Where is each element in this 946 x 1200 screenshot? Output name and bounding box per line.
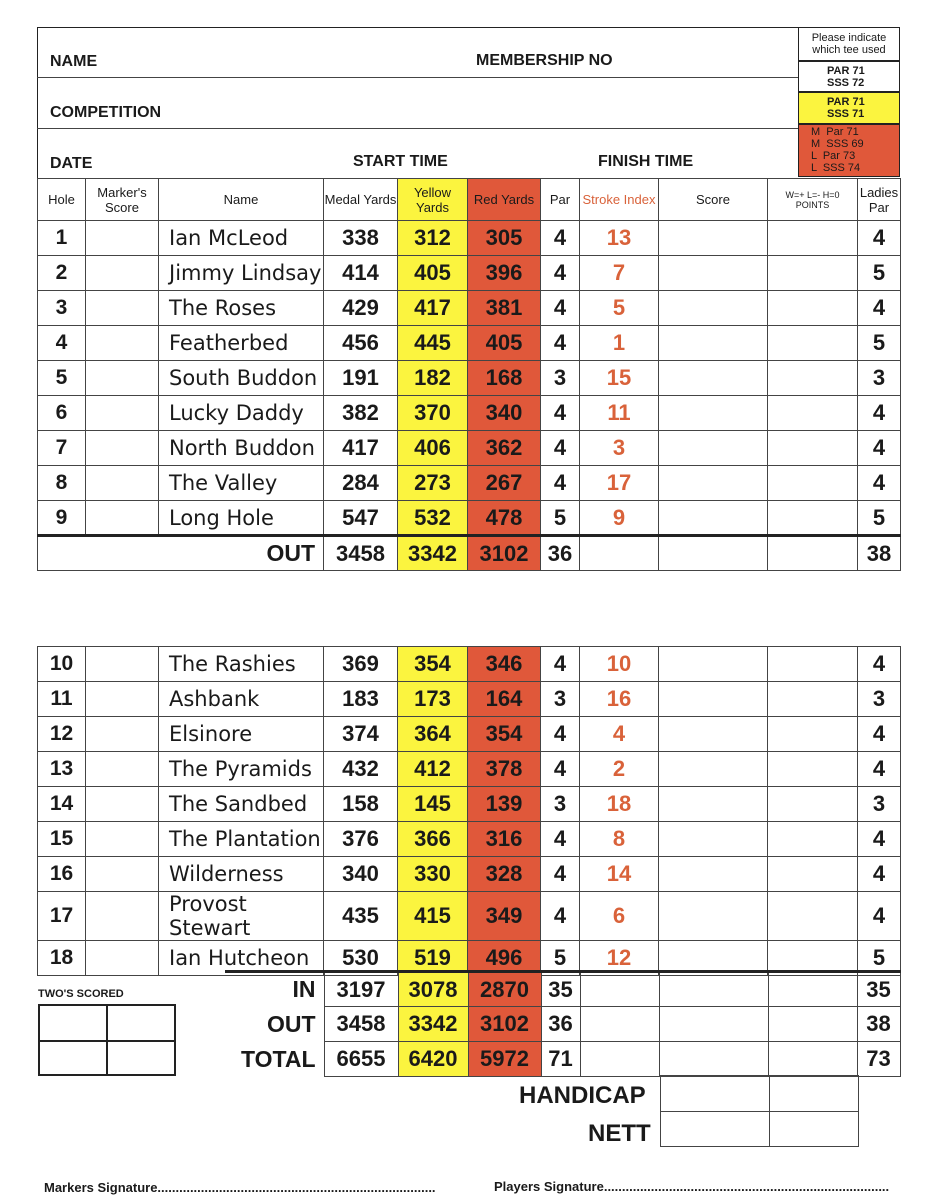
yellow-yards: 405: [398, 256, 468, 291]
out-total-row: [38, 536, 901, 571]
grid-divider: [40, 1040, 174, 1042]
medal-yards: 456: [324, 326, 398, 361]
hole-row: [38, 326, 901, 361]
marker-score-cell[interactable]: [86, 892, 159, 941]
ladies-par: 3: [858, 361, 901, 396]
par-value: 4: [541, 647, 580, 682]
medal-yards: 414: [324, 256, 398, 291]
start-time-label: START TIME: [353, 153, 448, 170]
stroke-index: 7: [580, 256, 659, 291]
stroke-index: 13: [580, 221, 659, 256]
players-signature-line[interactable]: Players Signature...............................................................................: [494, 1179, 890, 1194]
totals-table: [225, 970, 901, 1077]
total-label: TOTAL: [240, 1045, 316, 1072]
hole-number: 13: [38, 752, 86, 787]
yellow-sss: SSS 71: [827, 108, 865, 120]
hole-number: 12: [38, 717, 86, 752]
marker-score-cell[interactable]: [86, 682, 159, 717]
medal-yards: 191: [324, 361, 398, 396]
yellow-yards: 412: [398, 752, 468, 787]
total-medal: 3458: [324, 1007, 398, 1042]
yellow-yards: 370: [398, 396, 468, 431]
hole-row: [38, 221, 901, 256]
medal-yards: 369: [324, 647, 398, 682]
hole-name: Jimmy Lindsay: [159, 256, 324, 291]
total-par: 36: [541, 1007, 580, 1042]
points-cell[interactable]: [768, 396, 858, 431]
out-medal: 3458: [324, 536, 398, 571]
hole-name: Ashbank: [159, 682, 324, 717]
hole-row: [38, 256, 901, 291]
score-cell[interactable]: [659, 717, 768, 752]
marker-score-cell[interactable]: [86, 752, 159, 787]
total-row: [225, 972, 900, 1007]
medal-yards: 340: [324, 857, 398, 892]
hole-number: 4: [38, 326, 86, 361]
hole-row: [38, 396, 901, 431]
par-value: 5: [541, 501, 580, 536]
stroke-index: 17: [580, 466, 659, 501]
total-par: 71: [541, 1042, 580, 1077]
total-points-cell[interactable]: [768, 1007, 857, 1042]
white-sss: SSS 72: [827, 77, 865, 89]
medal-yards: 338: [324, 221, 398, 256]
stroke-index: 14: [580, 857, 659, 892]
red-yards: 340: [468, 396, 541, 431]
red-yards: 349: [468, 892, 541, 941]
ladies-par: 5: [858, 326, 901, 361]
red-yards: 478: [468, 501, 541, 536]
marker-score-cell[interactable]: [86, 361, 159, 396]
stroke-index: 18: [580, 787, 659, 822]
marker-score-cell[interactable]: [86, 466, 159, 501]
hole-name: The Pyramids: [159, 752, 324, 787]
hole-number: 3: [38, 291, 86, 326]
hole-number: 1: [38, 221, 86, 256]
hole-name: Ian McLeod: [159, 221, 324, 256]
hole-name: Wilderness: [159, 857, 324, 892]
hole-row: [38, 892, 901, 941]
stroke-index: 5: [580, 291, 659, 326]
score-cell[interactable]: [659, 682, 768, 717]
marker-score-cell[interactable]: [86, 396, 159, 431]
par-value: 4: [541, 256, 580, 291]
tee-indicate-note: [798, 27, 900, 61]
hole-name: The Rashies: [159, 647, 324, 682]
score-cell[interactable]: [659, 221, 768, 256]
yellow-yards: 273: [398, 466, 468, 501]
hole-number: 9: [38, 501, 86, 536]
total-points-cell[interactable]: [768, 1042, 857, 1077]
hole-row: [38, 822, 901, 857]
hole-number: 11: [38, 682, 86, 717]
hole-name: North Buddon: [159, 431, 324, 466]
total-row: [225, 1042, 900, 1077]
points-cell[interactable]: [768, 326, 858, 361]
yellow-yards: 173: [398, 682, 468, 717]
score-cell[interactable]: [659, 857, 768, 892]
total-red: 5972: [468, 1042, 541, 1077]
back-nine-table: [37, 646, 901, 976]
stroke-index: 1: [580, 326, 659, 361]
finish-time-label: FINISH TIME: [598, 153, 694, 170]
out-red: 3102: [468, 536, 541, 571]
marker-score-cell[interactable]: [86, 822, 159, 857]
out-score-cell[interactable]: [659, 536, 768, 571]
ladies-par: 3: [858, 682, 901, 717]
points-cell[interactable]: [768, 221, 858, 256]
hole-name: The Valley: [159, 466, 324, 501]
hole-number: 17: [38, 892, 86, 941]
tee-indicate-text: Please indicate which tee used: [811, 32, 887, 56]
yellow-tee-box[interactable]: [798, 92, 900, 124]
date-label: DATE: [50, 155, 93, 172]
par-value: 4: [541, 857, 580, 892]
stroke-index: 15: [580, 361, 659, 396]
marker-score-cell[interactable]: [86, 326, 159, 361]
hole-name: Long Hole: [159, 501, 324, 536]
yellow-yards: 532: [398, 501, 468, 536]
yellow-yards: 182: [398, 361, 468, 396]
stroke-index: 10: [580, 647, 659, 682]
hole-name: Provost Stewart: [159, 892, 324, 941]
total-par: 35: [541, 972, 580, 1007]
yellow-yards: 445: [398, 326, 468, 361]
hole-row: [38, 431, 901, 466]
par-value: 3: [541, 787, 580, 822]
par-value: 5: [541, 941, 580, 976]
hole-number: 8: [38, 466, 86, 501]
total-score-cell[interactable]: [659, 1007, 768, 1042]
score-cell[interactable]: [659, 466, 768, 501]
red-yards: 316: [468, 822, 541, 857]
points-cell[interactable]: [768, 647, 858, 682]
red-yards: 139: [468, 787, 541, 822]
ladies-par: 5: [858, 941, 901, 976]
out-par: 36: [541, 536, 580, 571]
hole-name: South Buddon: [159, 361, 324, 396]
points-cell[interactable]: [768, 466, 858, 501]
hole-row: [38, 787, 901, 822]
marker-score-cell[interactable]: [86, 717, 159, 752]
stroke-index: 2: [580, 752, 659, 787]
nett-input[interactable]: [661, 1112, 769, 1146]
yellow-yards: 415: [398, 892, 468, 941]
out-ladies: 38: [858, 536, 901, 571]
points-cell[interactable]: [768, 501, 858, 536]
points-cell[interactable]: [768, 822, 858, 857]
hole-row: [38, 857, 901, 892]
membership-label: MEMBERSHIP NO: [476, 52, 613, 69]
competition-label: COMPETITION: [50, 104, 162, 121]
ladies-par: 4: [858, 857, 901, 892]
score-cell[interactable]: [659, 787, 768, 822]
medal-yards: 183: [324, 682, 398, 717]
points-cell[interactable]: [768, 892, 858, 941]
score-cell[interactable]: [659, 256, 768, 291]
hole-name: Lucky Daddy: [159, 396, 324, 431]
white-par: PAR 71: [827, 65, 865, 77]
score-cell[interactable]: [659, 431, 768, 466]
yellow-par: PAR 71: [827, 96, 865, 108]
par-value: 4: [541, 752, 580, 787]
red-yards: 378: [468, 752, 541, 787]
header-divider: [37, 77, 798, 78]
marker-score-cell[interactable]: [86, 857, 159, 892]
ladies-par: 4: [858, 647, 901, 682]
handicap-nett-box: [660, 1075, 859, 1147]
stroke-index: 6: [580, 892, 659, 941]
medal-yards: 435: [324, 892, 398, 941]
col-score: Score: [659, 179, 768, 221]
hole-number: 7: [38, 431, 86, 466]
yellow-yards: 364: [398, 717, 468, 752]
marker-score-cell[interactable]: [86, 941, 159, 976]
ladies-par: 4: [858, 892, 901, 941]
col-par: Par: [541, 179, 580, 221]
medal-yards: 530: [324, 941, 398, 976]
handicap-input[interactable]: [661, 1076, 769, 1111]
score-cell[interactable]: [659, 892, 768, 941]
par-value: 4: [541, 822, 580, 857]
par-value: 3: [541, 682, 580, 717]
marker-score-cell[interactable]: [86, 647, 159, 682]
par-value: 4: [541, 396, 580, 431]
medal-yards: 376: [324, 822, 398, 857]
twos-scored-label: TWO'S SCORED: [38, 988, 124, 1000]
red-yards: 354: [468, 717, 541, 752]
points-cell[interactable]: [768, 787, 858, 822]
total-yellow: 3078: [398, 972, 468, 1007]
red-ladies-par: L Par 73: [811, 150, 856, 162]
hole-row: [38, 717, 901, 752]
stroke-index: 11: [580, 396, 659, 431]
total-red: 3102: [468, 1007, 541, 1042]
out-label: OUT: [38, 536, 324, 571]
col-yellow-yards: Yellow Yards: [398, 179, 468, 221]
par-value: 4: [541, 221, 580, 256]
hole-number: 18: [38, 941, 86, 976]
total-score-cell[interactable]: [659, 1042, 768, 1077]
out-points-cell[interactable]: [768, 536, 858, 571]
medal-yards: 158: [324, 787, 398, 822]
ladies-par: 5: [858, 256, 901, 291]
ladies-par: 4: [858, 221, 901, 256]
stroke-index: 4: [580, 717, 659, 752]
points-cell[interactable]: [768, 256, 858, 291]
hole-name: Ian Hutcheon: [159, 941, 324, 976]
out-stroke-cell: [580, 536, 659, 571]
medal-yards: 547: [324, 501, 398, 536]
hole-row: [38, 501, 901, 536]
score-cell[interactable]: [659, 291, 768, 326]
points-cell[interactable]: [768, 291, 858, 326]
stroke-index: 9: [580, 501, 659, 536]
hole-row: [38, 752, 901, 787]
marker-score-cell[interactable]: [86, 256, 159, 291]
ladies-par: 5: [858, 501, 901, 536]
marker-score-cell[interactable]: [86, 431, 159, 466]
score-cell[interactable]: [659, 752, 768, 787]
red-tee-box[interactable]: [798, 124, 900, 177]
col-stroke-index: Stroke Index: [580, 179, 659, 221]
stroke-index: 16: [580, 682, 659, 717]
total-ladies: 38: [857, 1007, 900, 1042]
red-yards: 496: [468, 941, 541, 976]
ladies-par: 4: [858, 822, 901, 857]
points-cell[interactable]: [768, 857, 858, 892]
red-yards: 362: [468, 431, 541, 466]
score-cell[interactable]: [659, 501, 768, 536]
yellow-yards: 406: [398, 431, 468, 466]
total-ladies: 35: [857, 972, 900, 1007]
hole-number: 16: [38, 857, 86, 892]
score-cell[interactable]: [659, 361, 768, 396]
par-value: 4: [541, 466, 580, 501]
white-tee-box[interactable]: [798, 61, 900, 92]
par-value: 4: [541, 326, 580, 361]
ladies-par: 4: [858, 431, 901, 466]
ladies-par: 3: [858, 787, 901, 822]
hole-name: The Plantation: [159, 822, 324, 857]
total-score-cell[interactable]: [659, 972, 768, 1007]
medal-yards: 284: [324, 466, 398, 501]
score-cell[interactable]: [659, 396, 768, 431]
par-value: 4: [541, 291, 580, 326]
red-yards: 328: [468, 857, 541, 892]
header-divider: [37, 128, 798, 129]
ladies-par: 4: [858, 466, 901, 501]
total-stroke-cell: [580, 1042, 659, 1077]
medal-yards: 432: [324, 752, 398, 787]
red-ladies-sss: L SSS 74: [811, 162, 861, 174]
hole-row: [38, 647, 901, 682]
stroke-index: 12: [580, 941, 659, 976]
col-hole: Hole: [38, 179, 86, 221]
col-ladies-par: Ladies Par: [858, 179, 901, 221]
yellow-yards: 354: [398, 647, 468, 682]
par-value: 3: [541, 361, 580, 396]
hole-number: 5: [38, 361, 86, 396]
red-yards: 396: [468, 256, 541, 291]
column-header-row: [38, 179, 901, 221]
yellow-yards: 417: [398, 291, 468, 326]
score-cell[interactable]: [659, 647, 768, 682]
marker-score-cell[interactable]: [86, 787, 159, 822]
total-row: [225, 1007, 900, 1042]
medal-yards: 429: [324, 291, 398, 326]
out-yellow: 3342: [398, 536, 468, 571]
red-yards: 305: [468, 221, 541, 256]
hole-name: Elsinore: [159, 717, 324, 752]
ladies-par: 4: [858, 291, 901, 326]
score-cell[interactable]: [659, 326, 768, 361]
red-yards: 381: [468, 291, 541, 326]
total-medal: 3197: [324, 972, 398, 1007]
col-medal-yards: Medal Yards: [324, 179, 398, 221]
name-label: NAME: [50, 53, 98, 70]
hole-row: [38, 291, 901, 326]
total-medal: 6655: [324, 1042, 398, 1077]
total-red: 2870: [468, 972, 541, 1007]
ladies-par: 4: [858, 752, 901, 787]
twos-scored-grid[interactable]: [38, 1004, 176, 1076]
yellow-yards: 330: [398, 857, 468, 892]
score-cell[interactable]: [659, 822, 768, 857]
hole-number: 6: [38, 396, 86, 431]
yellow-yards: 312: [398, 221, 468, 256]
red-men-par: M Par 71: [811, 126, 859, 138]
marker-score-cell[interactable]: [86, 291, 159, 326]
yellow-yards: 366: [398, 822, 468, 857]
handicap-label: HANDICAP: [519, 1082, 646, 1109]
hole-row: [38, 466, 901, 501]
medal-yards: 417: [324, 431, 398, 466]
par-value: 4: [541, 717, 580, 752]
marker-score-cell[interactable]: [86, 501, 159, 536]
hole-number: 15: [38, 822, 86, 857]
red-yards: 405: [468, 326, 541, 361]
col-points: W=+ L=- H=0 POINTS: [768, 179, 858, 221]
ladies-par: 4: [858, 717, 901, 752]
ladies-par: 4: [858, 396, 901, 431]
hole-row: [38, 682, 901, 717]
points-cell[interactable]: [768, 717, 858, 752]
red-yards: 164: [468, 682, 541, 717]
col-red-yards: Red Yards: [468, 179, 541, 221]
medal-yards: 374: [324, 717, 398, 752]
points-cell[interactable]: [768, 431, 858, 466]
hole-number: 2: [38, 256, 86, 291]
hole-row: [38, 361, 901, 396]
col-marker-score: Marker's Score: [86, 179, 159, 221]
yellow-yards: 145: [398, 787, 468, 822]
total-yellow: 6420: [398, 1042, 468, 1077]
points-cell[interactable]: [768, 361, 858, 396]
total-label: OUT: [266, 1010, 316, 1037]
par-value: 4: [541, 892, 580, 941]
total-ladies: 73: [857, 1042, 900, 1077]
points-cell[interactable]: [768, 682, 858, 717]
markers-signature-line[interactable]: Markers Signature.............................................................................: [44, 1180, 436, 1195]
yellow-yards: 519: [398, 941, 468, 976]
marker-score-cell[interactable]: [86, 221, 159, 256]
col-name: Name: [159, 179, 324, 221]
hole-name: The Roses: [159, 291, 324, 326]
nett-label: NETT: [588, 1120, 651, 1147]
hole-name: Featherbed: [159, 326, 324, 361]
total-stroke-cell: [580, 972, 659, 1007]
total-stroke-cell: [580, 1007, 659, 1042]
total-points-cell[interactable]: [768, 972, 857, 1007]
points-cell[interactable]: [768, 752, 858, 787]
front-nine-table: [37, 178, 901, 571]
red-yards: 267: [468, 466, 541, 501]
par-value: 4: [541, 431, 580, 466]
red-men-sss: M SSS 69: [811, 138, 864, 150]
total-label: IN: [292, 976, 316, 1003]
total-yellow: 3342: [398, 1007, 468, 1042]
stroke-index: 3: [580, 431, 659, 466]
hole-name: The Sandbed: [159, 787, 324, 822]
stroke-index: 8: [580, 822, 659, 857]
medal-yards: 382: [324, 396, 398, 431]
hole-number: 14: [38, 787, 86, 822]
red-yards: 346: [468, 647, 541, 682]
hole-number: 10: [38, 647, 86, 682]
red-yards: 168: [468, 361, 541, 396]
